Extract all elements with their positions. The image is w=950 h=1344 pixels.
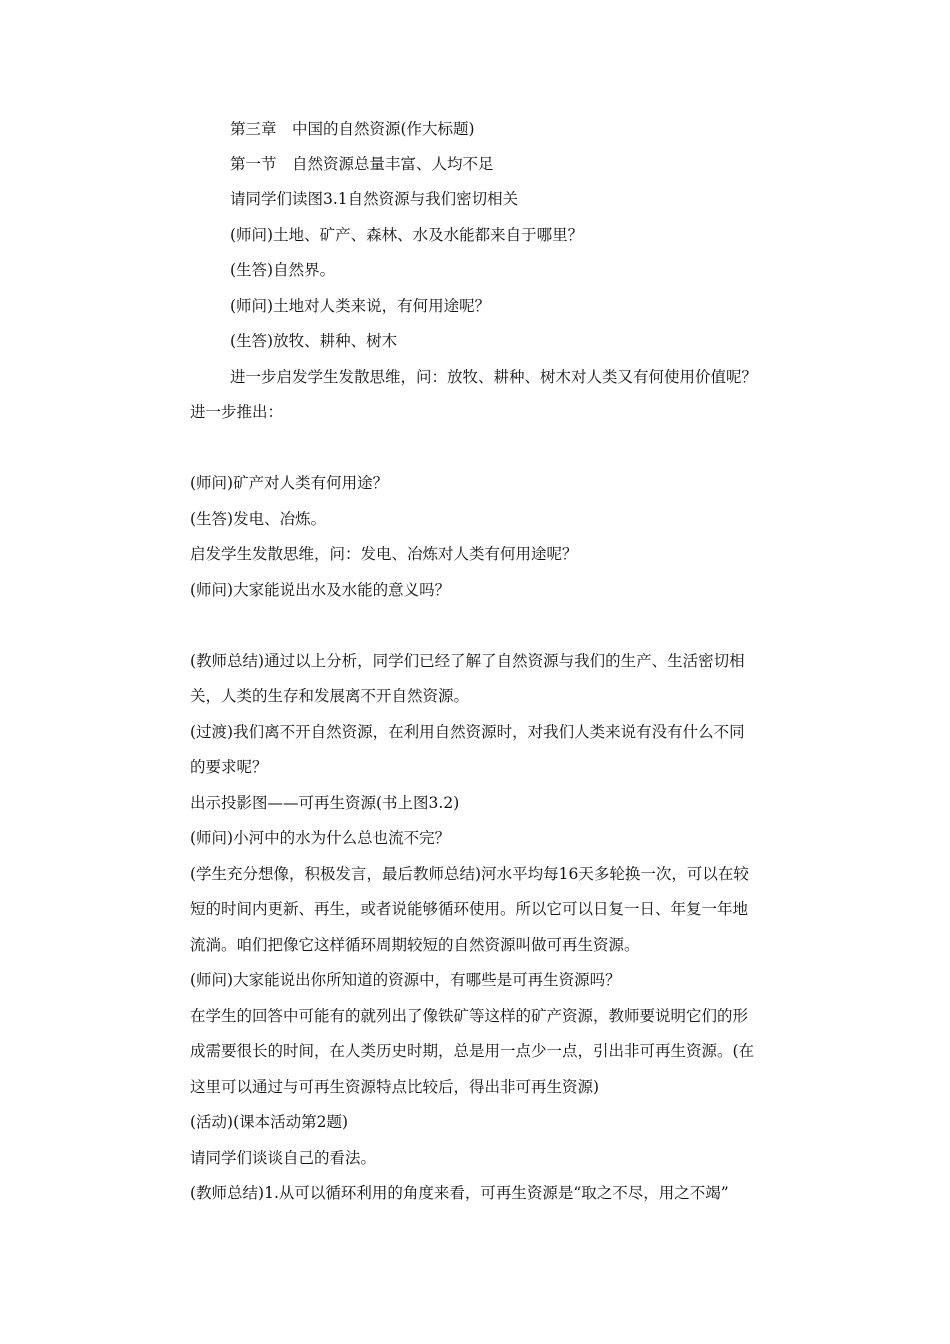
paragraph-line: 的要求呢？ <box>190 758 268 776</box>
paragraph-line: (师问)矿产对人类有何用途？ <box>190 474 389 492</box>
chapter-title: 第三章 中国的自然资源(作大标题) <box>230 120 475 138</box>
paragraph-line: (生答)放牧、耕种、树木 <box>230 332 398 350</box>
paragraph-line: (师问)小河中的水为什么总也流不完？ <box>190 829 451 847</box>
paragraph-line: 请同学们读图3.1自然资源与我们密切相关 <box>230 190 519 208</box>
paragraph-line: (师问)大家能说出水及水能的意义吗？ <box>190 581 451 599</box>
paragraph-line: (过渡)我们离不开自然资源，在利用自然资源时，对我们人类来说有没有什么不同 <box>190 723 745 741</box>
paragraph-line: 成需要很长的时间，在人类历史时期，总是用一点少一点，引出非可再生资源。(在 <box>190 1042 755 1060</box>
paragraph-line: 流淌。咱们把像它这样循环周期较短的自然资源叫做可再生资源。 <box>190 936 640 954</box>
paragraph-line: (教师总结)通过以上分析，同学们已经了解了自然资源与我们的生产、生活密切相 <box>190 652 745 670</box>
paragraph-line: 这里可以通过与可再生资源特点比较后，得出非可再生资源) <box>190 1078 600 1096</box>
section-title: 第一节 自然资源总量丰富、人均不足 <box>230 155 494 173</box>
paragraph-line: (教师总结)1.从可以循环利用的角度来看，可再生资源是“取之不尽，用之不竭” <box>190 1184 729 1202</box>
paragraph-line: 启发学生发散思维，问：发电、冶炼对人类有何用途呢？ <box>190 545 578 563</box>
paragraph-line: 短的时间内更新、再生，或者说能够循环使用。所以它可以日复一日、年复一年地 <box>190 900 749 918</box>
paragraph-line: (活动)(课本活动第2题) <box>190 1113 349 1131</box>
paragraph-line: (师问)大家能说出你所知道的资源中，有哪些是可再生资源吗？ <box>190 971 621 989</box>
paragraph-line: 在学生的回答中可能有的就列出了像铁矿等这样的矿产资源，教师要说明它们的形 <box>190 1007 749 1025</box>
paragraph-line: (学生充分想像，积极发言，最后教师总结)河水平均每16天多轮换一次，可以在较 <box>190 865 749 883</box>
paragraph-line: (师问)土地、矿产、森林、水及水能都来自于哪里？ <box>230 226 584 244</box>
paragraph-line: (生答)自然界。 <box>230 261 336 279</box>
paragraph-line: (生答)发电、冶炼。 <box>190 510 327 528</box>
paragraph-line: 出示投影图——可再生资源(书上图3.2) <box>190 794 460 812</box>
paragraph-line: 进一步启发学生发散思维，问：放牧、耕种、树木对人类又有何使用价值呢？ <box>230 368 758 386</box>
paragraph-line: 关，人类的生存和发展离不开自然资源。 <box>190 687 470 705</box>
paragraph-line: (师问)土地对人类来说，有何用途呢？ <box>230 297 491 315</box>
paragraph-line: 请同学们谈谈自己的看法。 <box>190 1149 377 1167</box>
paragraph-line: 进一步推出： <box>190 403 284 421</box>
